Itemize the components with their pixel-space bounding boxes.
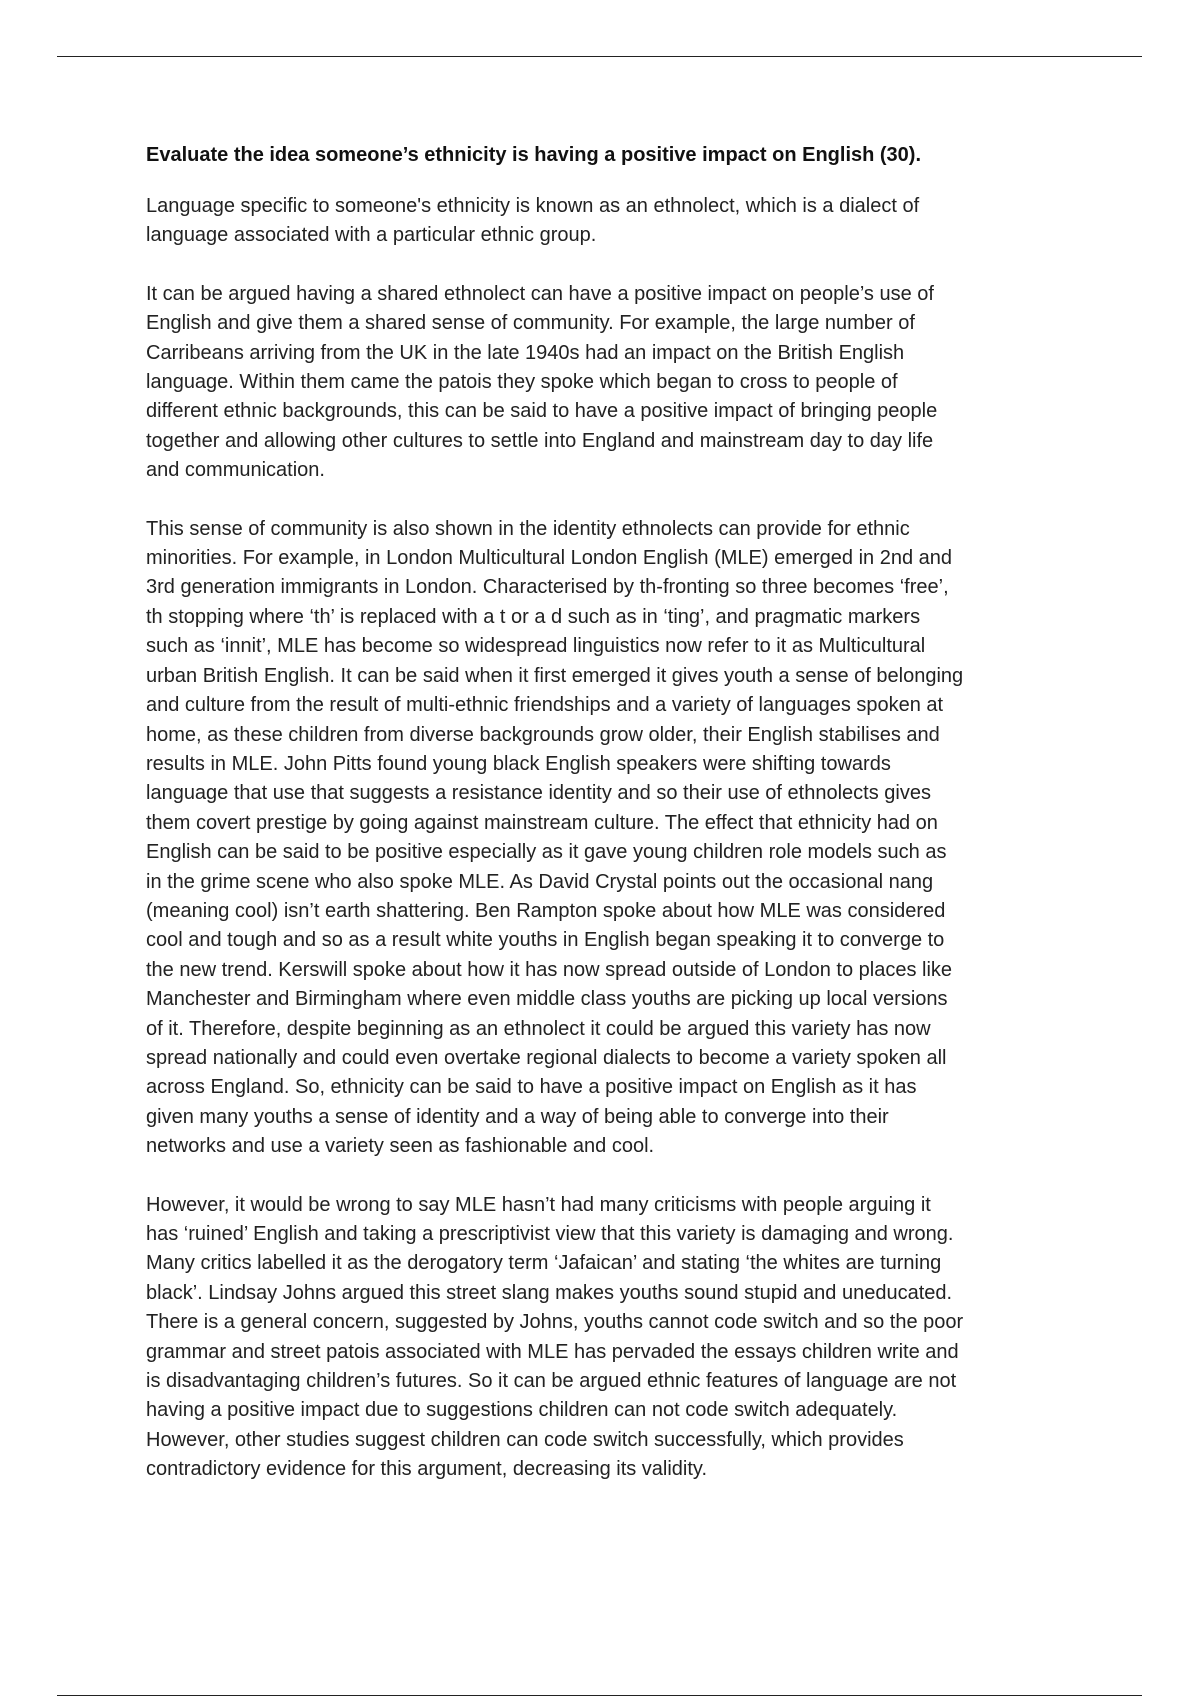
top-divider xyxy=(57,56,1142,57)
essay-question-heading: Evaluate the idea someone’s ethnicity is having a positive impact on English (30). xyxy=(146,144,922,166)
document-body xyxy=(146,140,1066,1514)
paragraph-criticisms: However, it would be wrong to say MLE hasn’t had many criticisms with people arguing it has ‘ruined’ English and taking a prescriptivist view that this variety is damaging and wrong. Many critics labelled it as the derogatory term ‘Jafaican’ and stating ‘the whites are turning black’. Lindsay Johns argued this street slang makes youths sound stupid and uneducated. There is a general concern, suggested by Johns, youths cannot code switch and so the poor grammar and street patois associated with MLE has pervaded the essays children write and is disadvantaging children’s futures. So it can be argued ethnic features of language are not having a positive impact due to suggestions children can not code switch adequately. However, other studies suggest children can code switch successfully, which provides contradictory evidence for this argument, decreasing its validity. xyxy=(146,1193,964,1481)
paragraph-definition: Language specific to someone's ethnicity is known as an ethnolect, which is a dialect of language associated with a particular ethnic group. xyxy=(146,195,920,247)
paragraph-community: It can be argued having a shared ethnolect can have a positive impact on people’s use of English and give them a shared sense of community. For example, the large number of Carribeans arriving from the UK in the late 1940s had an impact on the British English language. Within them came the patois they spoke which began to cross to people of different ethnic backgrounds, this can be said to have a positive impact of bringing people together and allowing other cultures to settle into England and mainstream day to day life and communication. xyxy=(146,282,938,482)
paragraph-identity-mle: This sense of community is also shown in the identity ethnolects can provide for ethnic minorities. For example, in London Multicultural London English (MLE) emerged in 2nd and 3rd generation immigrants in London. Characterised by th-fronting so three becomes ‘free’, th stopping where ‘th’ is replaced with a t or a d such as in ‘ting’, and pragmatic markers such as ‘innit’, MLE has become so widespread linguistics now refer to it as Multicultural urban British English. It can be said when it first emerged it gives youth a sense of belonging and culture from the result of multi-ethnic friendships and a variety of languages spoken at home, as these children from diverse backgrounds grow older, their English stabilises and results in MLE. John Pitts found young black English speakers were shifting towards language that use that suggests a resistance identity and so their use of ethnolects gives them covert prestige by going against mainstream culture. The effect that ethnicity had on English can be said to be positive especially as it gave young children role models such as in the grime scene who also spoke MLE. As David Crystal points out the occasional nang (meaning cool) isn’t earth shattering. Ben Rampton spoke about how MLE was considered cool and tough and so as a result white youths in English began speaking it to converge to the new trend. Kerswill spoke about how it has now spread outside of London to places like Manchester and Birmingham where even middle class youths are picking up local versions of it. Therefore, despite beginning as an ethnolect it could be argued this variety has now spread nationally and could even overtake regional dialects to become a variety spoken all across England. So, ethnicity can be said to have a positive impact on English as it has given many youths a sense of identity and a way of being able to converge into their networks and use a variety seen as fashionable and cool. xyxy=(146,517,964,1158)
bottom-divider xyxy=(57,1695,1142,1696)
